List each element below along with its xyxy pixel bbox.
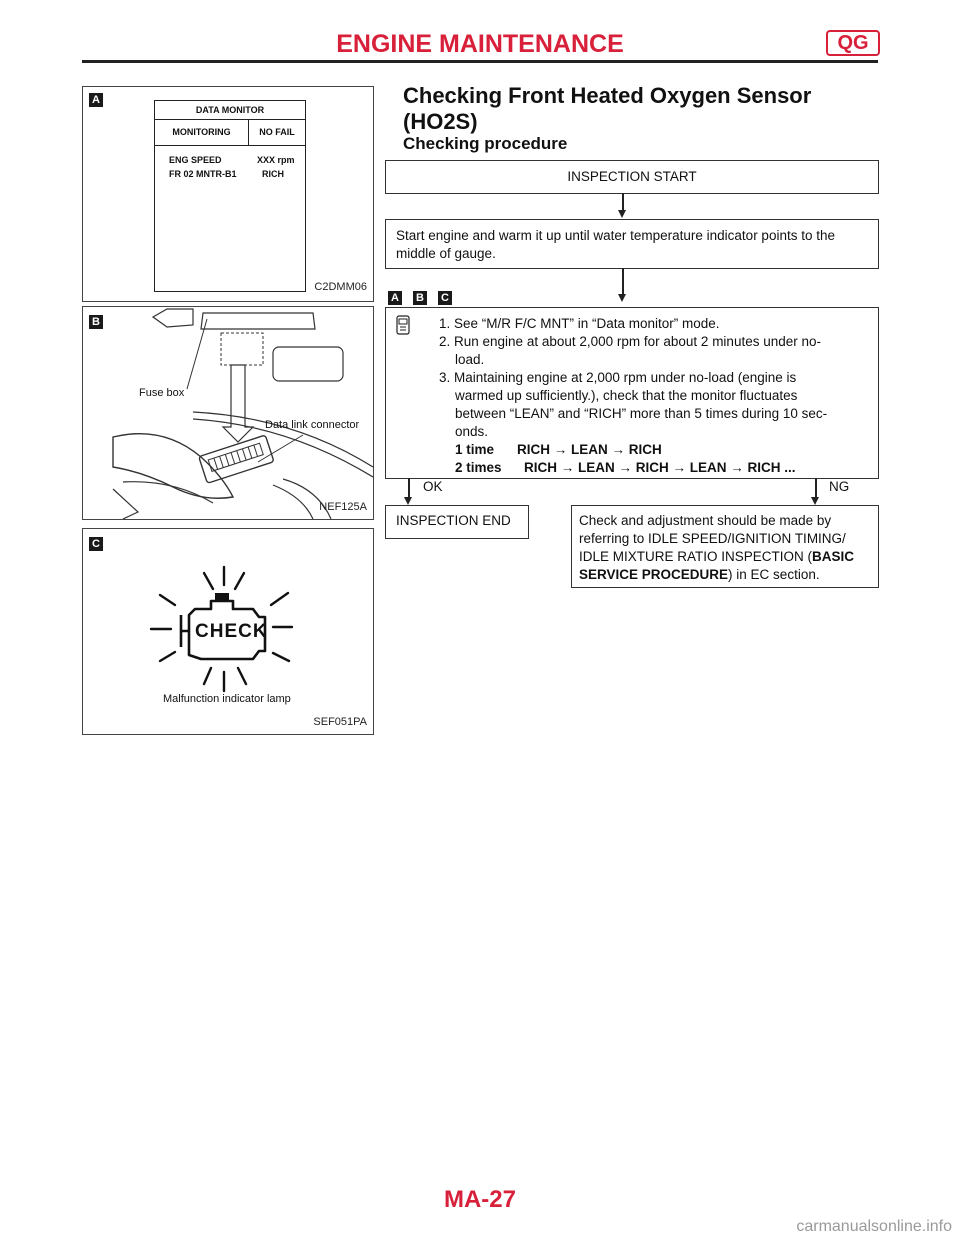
step1-line2: middle of gauge.: [396, 246, 496, 261]
figure-code: C2DMM06: [314, 281, 367, 293]
monitor-status: NO FAIL: [259, 127, 295, 137]
inspection-start-box: [385, 160, 879, 194]
warm-up-step-box: [385, 219, 879, 269]
monitor-title: DATA MONITOR: [155, 101, 305, 120]
watermark: carmanualsonline.info: [796, 1218, 952, 1235]
ng-line4-bold: SERVICE PROCEDURE: [579, 567, 729, 582]
flow-arrow: [622, 193, 624, 211]
flow-arrow-head: [618, 210, 626, 218]
flow-arrow: [622, 268, 624, 296]
ng-line4-text: ) in EC section.: [728, 567, 820, 582]
ng-line2: referring to IDLE SPEED/IGNITION TIMING/: [579, 531, 846, 546]
ok-label: OK: [423, 479, 443, 494]
monitoring-label: MONITORING: [155, 120, 249, 145]
inspection-end-text: INSPECTION END: [396, 513, 511, 528]
cycle1-sequence: RICH → LEAN → RICH: [517, 442, 662, 457]
flow-tag-a: A: [388, 291, 402, 305]
figure-tag-c: C: [89, 537, 103, 551]
step2-line2: 2. Run engine at about 2,000 rpm for about 2 minutes under no-: [439, 334, 822, 349]
page-number: MA-27: [443, 1186, 516, 1213]
step2-line1: 1. See “M/R F/C MNT” in “Data monitor” mode.: [439, 316, 720, 331]
figure-tag-a: A: [89, 93, 103, 107]
monitor-check-step-box: [385, 307, 879, 479]
cycle2-sequence: RICH → LEAN → RICH → LEAN → RICH ...: [524, 460, 796, 475]
figure-c-panel: [82, 528, 374, 735]
data-monitor-screen: [154, 100, 306, 292]
step2-line5: warmed up sufficiently.), check that the monitor fluctuates: [455, 388, 798, 403]
o2-monitor-label: FR 02 MNTR-B1: [169, 169, 237, 179]
section-title: [403, 83, 811, 135]
eng-speed-value: XXX rpm: [257, 155, 295, 165]
o2-monitor-value: RICH: [262, 169, 284, 179]
figure-b-panel: [82, 306, 374, 520]
cycle2-label: 2 times: [455, 460, 502, 475]
dash-connector-illustration: [83, 307, 373, 519]
step2-line6: between “LEAN” and “RICH” more than 5 times during 10 sec-: [455, 406, 828, 421]
section-title-line2: (HO2S): [403, 109, 478, 134]
cycle1-label: 1 time: [455, 442, 495, 457]
model-code-badge: QG: [826, 30, 880, 56]
ng-line3: [579, 547, 854, 566]
ng-line3-text: IDLE MIXTURE RATIO INSPECTION (: [579, 549, 813, 564]
figure-code: NEF125A: [319, 501, 367, 513]
ng-line1: Check and adjustment should be made by: [579, 513, 832, 528]
step2-line3: load.: [455, 352, 485, 367]
ng-branch-arrow: [815, 478, 817, 498]
flow-tag-c: C: [438, 291, 452, 305]
ng-action-box: [571, 505, 879, 588]
data-link-connector-label: Data link connector: [265, 419, 360, 431]
consult-tool-icon: [396, 315, 410, 335]
flow-arrow-head: [618, 294, 626, 302]
ng-label: NG: [829, 479, 850, 494]
flow-tag-b: B: [413, 291, 427, 305]
ng-branch-arrow-head: [811, 497, 819, 505]
section-subtitle: Checking procedure: [403, 134, 568, 153]
step1-line1: Start engine and warm it up until water temperature indicator points to the: [396, 228, 835, 243]
ok-branch-arrow: [408, 478, 410, 498]
header-rule: [82, 60, 878, 63]
ng-line3-bold: BASIC: [812, 549, 855, 564]
mil-caption: Malfunction indicator lamp: [163, 693, 291, 705]
page-header-title: ENGINE MAINTENANCE: [336, 30, 624, 58]
inspection-end-box: [385, 505, 529, 539]
figure-code: SEF051PA: [313, 716, 367, 728]
eng-speed-label: ENG SPEED: [169, 155, 222, 165]
check-lamp-text: CHECK: [195, 621, 268, 642]
figure-tag-b: B: [89, 315, 103, 329]
step2-line4: 3. Maintaining engine at 2,000 rpm under no-load (engine is: [439, 370, 797, 385]
ng-line4: [579, 565, 820, 584]
section-title-line1: Checking Front Heated Oxygen Sensor: [403, 83, 812, 108]
ok-branch-arrow-head: [404, 497, 412, 505]
fuse-box-label: Fuse box: [139, 387, 185, 399]
step2-line7: onds.: [455, 424, 489, 439]
inspection-start-text: INSPECTION START: [567, 169, 697, 184]
